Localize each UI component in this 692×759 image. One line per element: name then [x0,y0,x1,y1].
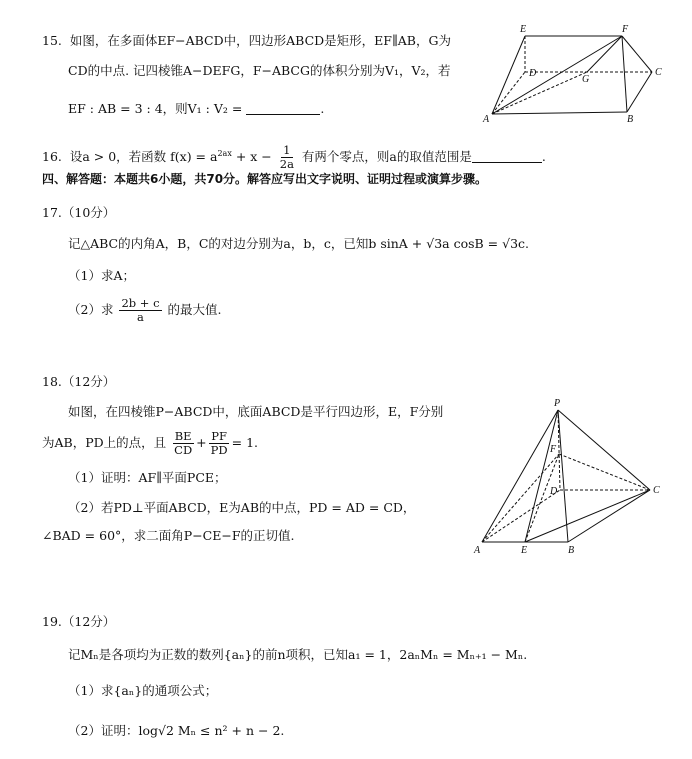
q18-f2-den: PD [210,443,228,457]
q18-pyramid-figure [470,398,670,558]
q15-label-B: B [627,114,634,125]
q18-label-C: C [653,485,660,496]
q15-label-D: D [529,68,537,79]
q17-header: 17.（10分） [42,205,116,220]
q16-text-d: . [541,149,546,165]
q18-label-D: D [550,486,558,497]
q15-period: . [320,101,325,116]
q15-label-A: A [483,114,490,125]
q18-stem-2-prefix: 为AB，PD上的点，且 [42,435,167,450]
q17-part1: （1）求A； [68,268,135,283]
q15-ratio-text: EF : AB = 3 : 4，则V₁ : V₂ = [68,101,243,116]
q17-stem: 记△ABC的内角A，B，C的对边分别为a，b，c，已知b sinA + √3a cosB = √3c. [68,236,530,251]
q16-text-c: 有两个零点，则a的取值范围是 [301,149,472,165]
q18-f1-num: BE [174,429,192,443]
q17-frac-num: 2b + c [121,296,160,310]
q15-line1 [42,33,451,49]
q18-fraction-1 [172,430,194,457]
q15-label-E: E [520,24,527,35]
q16-text-a: 设a > 0，若函数 f(x) = a [69,149,218,165]
q18-header: 18.（12分） [42,374,116,389]
q18-part1: （1）证明：AF∥平面PCE； [68,470,227,485]
q16-answer-blank[interactable] [472,150,542,163]
q17-part2-prefix: （2）求 [68,302,114,317]
q18-f2-num: PF [211,429,227,443]
section-4-header: 四、解答题：本题共6小题，共70分。解答应写出文字说明、证明过程或演算步骤。 [42,172,488,186]
q15-label-C: C [655,67,662,78]
q15-label-G: G [582,74,590,85]
q18-stem-2-suffix: = 1. [231,435,258,450]
q18-f1-den: CD [174,443,193,457]
q17-fraction [119,297,161,324]
q16-number: 16. [42,149,62,165]
q18-plus: + [196,435,207,450]
q19-header: 19.（12分） [42,614,116,629]
q16-line [42,139,546,172]
q19-part1: （1）求{aₙ}的通项公式； [68,683,218,698]
q15-label-F: F [622,24,629,35]
q19-stem: 记Mₙ是各项均为正数的数列{aₙ}的前n项积，已知a₁ = 1，2aₙMₙ = Mₙ₊₁ − Mₙ. [68,647,528,662]
q18-fraction-2 [209,430,230,457]
q16-text-b: + x − [235,149,272,165]
q19-part2: （2）证明：log√2 Mₙ ≤ n² + n − 2. [68,723,285,738]
q16-fraction [278,144,296,171]
q18-label-P: P [554,398,561,409]
q18-label-B: B [568,545,575,556]
q15-line3 [68,101,324,117]
q18-part2-line2: ∠BAD = 60°，求二面角P−CE−F的正切值. [42,528,295,543]
q18-label-E: E [521,545,528,556]
q16-frac-num: 1 [283,143,291,158]
q17-part2 [68,294,221,326]
q17-frac-den: a [137,310,144,324]
q16-frac-den: 2a [279,157,294,172]
q16-exponent: 2ax [217,149,232,158]
q18-label-A: A [474,545,481,556]
q15-text-2: CD的中点. 记四棱锥A−DEFG，F−ABCG的体积分别为V₁，V₂，若 [68,63,451,78]
q18-part2-line1: （2）若PD⊥平面ABCD，E为AB的中点，PD = AD = CD， [68,500,416,515]
q18-stem-2 [42,427,258,459]
q18-label-F: F [550,444,557,455]
q15-answer-blank[interactable] [246,102,320,115]
q17-part2-suffix: 的最大值. [167,302,222,317]
q15-polyhedron-figure [480,24,670,126]
q15-text-1: 如图，在多面体EF−ABCD中，四边形ABCD是矩形，EF∥AB，G为 [69,33,451,48]
q15-number: 15. [42,33,62,48]
q18-stem-1: 如图，在四棱锥P−ABCD中，底面ABCD是平行四边形，E，F分别 [68,404,444,419]
